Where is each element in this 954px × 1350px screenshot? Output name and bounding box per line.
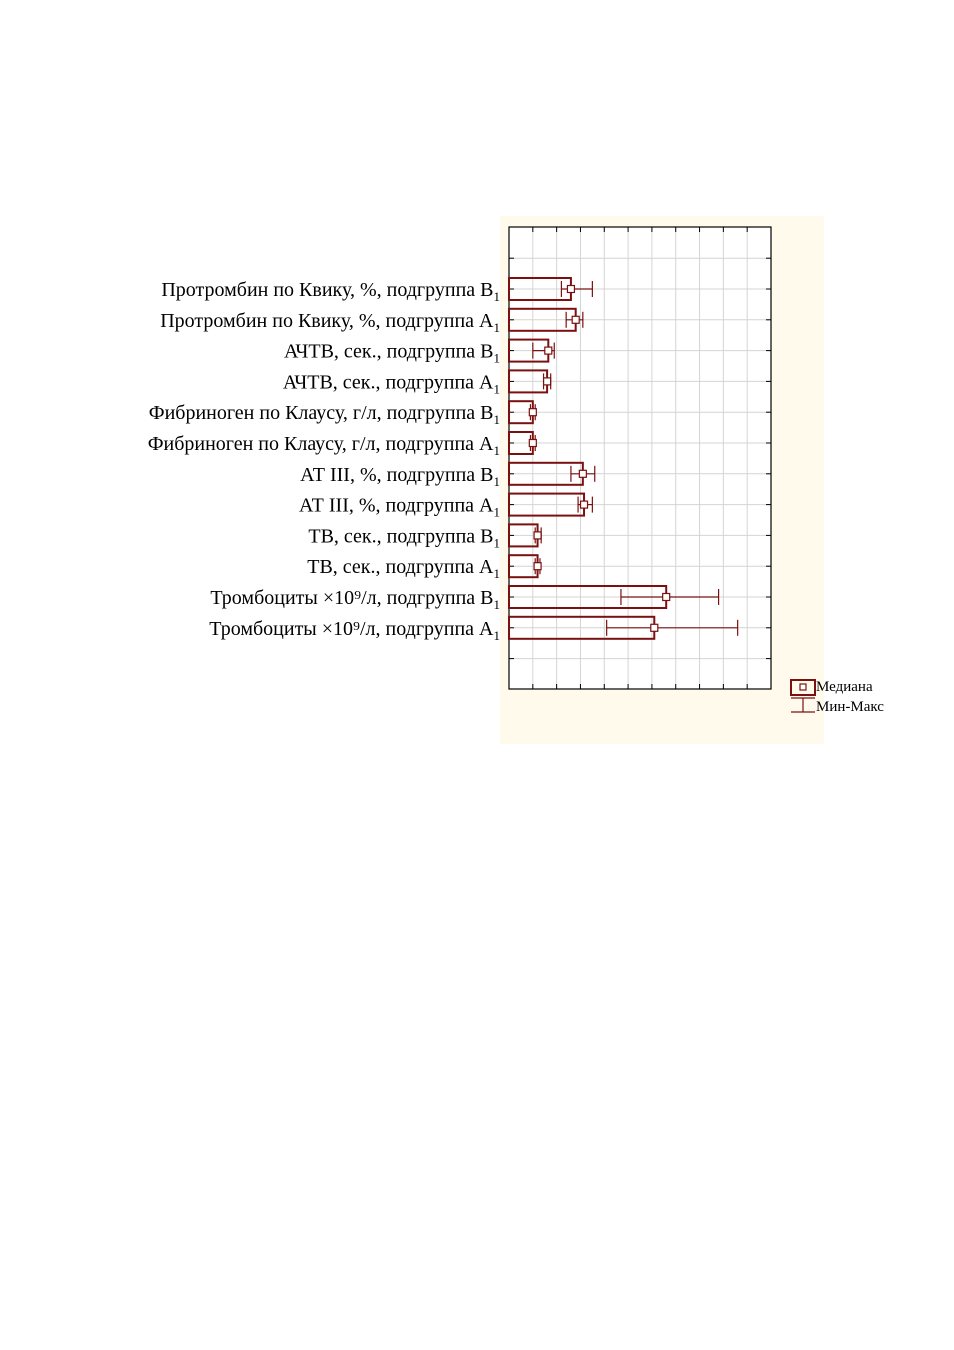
category-label (149, 402, 500, 427)
category-label-subscript: 1 (493, 535, 500, 551)
plot-area (509, 227, 771, 689)
category-label (161, 279, 500, 304)
category-label-text: АТ III, %, подгруппа В (300, 463, 494, 486)
category-label-subscript: 1 (493, 566, 500, 582)
median-marker (534, 532, 541, 539)
category-label-subscript: 1 (493, 597, 500, 612)
category-label-subscript: 1 (493, 319, 500, 335)
category-label (210, 587, 500, 612)
category-label (300, 464, 500, 489)
median-marker (529, 440, 536, 447)
category-label (308, 525, 500, 550)
category-label-subscript: 1 (493, 350, 500, 366)
category-label-text: АЧТВ, сек., подгруппа В (283, 340, 494, 363)
median-marker (529, 409, 536, 416)
category-label-text: Протромбин по Квику, %, подгруппа В (161, 279, 494, 301)
category-label-subscript: 1 (493, 443, 500, 458)
category-label-subscript: 1 (493, 289, 500, 304)
category-label-subscript: 1 (493, 412, 500, 428)
legend-item (791, 698, 884, 715)
category-label-subscript: 1 (493, 504, 500, 520)
category-label-text: Протромбин по Квику, %, подгруппа А (160, 309, 494, 332)
category-label (283, 371, 500, 396)
category-label (148, 433, 500, 458)
category-label-text: АЧТВ, сек., подгруппа А (282, 371, 494, 394)
legend-label: Медиана (816, 679, 873, 695)
median-marker (545, 347, 552, 354)
median-marker (567, 286, 574, 293)
median-marker (534, 563, 541, 570)
category-label-text: Фибриноген по Клаусу, г/л, подгруппа А (147, 433, 494, 455)
category-label (160, 310, 500, 335)
category-labels (148, 279, 500, 643)
median-marker (581, 501, 588, 508)
category-label (284, 341, 500, 366)
category-label-text: Фибриноген по Клаусу, г/л, подгруппа В (148, 402, 494, 425)
median-marker (572, 316, 579, 323)
category-label (209, 618, 500, 643)
median-marker (651, 624, 658, 631)
category-label (299, 495, 500, 520)
median-marker (663, 594, 670, 601)
median-marker (579, 470, 586, 477)
category-label-text: ТВ, сек., подгруппа А (307, 556, 494, 579)
category-label-text: Тромбоциты ×10⁹/л, подгруппа В (210, 587, 494, 609)
category-label-subscript: 1 (493, 381, 500, 397)
category-label-text: Тромбоциты ×10⁹/л, подгруппа А (209, 617, 494, 640)
legend-median-marker (800, 684, 806, 690)
category-label-subscript: 1 (493, 473, 500, 489)
legend-label: Мин-Макс (816, 699, 884, 715)
category-label-text: ТВ, сек., подгруппа В (308, 525, 494, 548)
median-marker (544, 378, 551, 385)
category-label-text: АТ III, %, подгруппа А (298, 494, 494, 517)
legend-item (791, 679, 873, 695)
legend (791, 679, 884, 715)
category-label-subscript: 1 (493, 627, 500, 643)
category-label (307, 556, 500, 581)
grid (509, 227, 771, 689)
